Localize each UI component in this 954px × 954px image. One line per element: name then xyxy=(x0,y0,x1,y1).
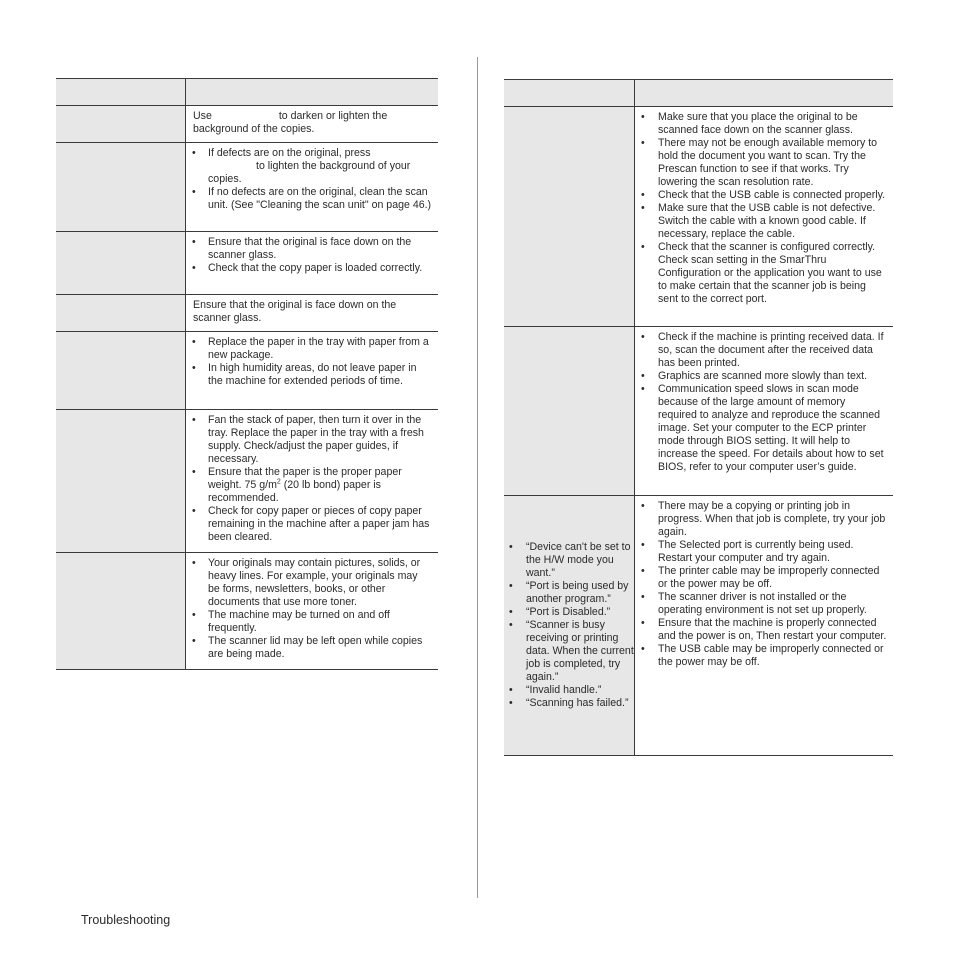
list-item-text: to lighten the background of your copies. xyxy=(208,160,411,185)
condition-cell xyxy=(504,496,635,756)
solution-text-part: Use xyxy=(193,110,212,122)
error-message: • “Scanner is busy receiving or printing data. When the current job is completed, try again.” xyxy=(509,619,634,684)
list-item: • The USB cable may be improperly connected or the power may be off. xyxy=(641,643,887,669)
list-item xyxy=(192,466,432,505)
solution-cell xyxy=(186,232,439,295)
list-item: • Make sure that you place the original to be scanned face down on the scanner glass. xyxy=(641,111,887,137)
solution-cell xyxy=(186,295,439,332)
solution-text: Ensure that the original is face down on the scanner glass. xyxy=(193,299,397,324)
list-item: • Graphics are scanned more slowly than text. xyxy=(641,370,887,383)
table-row xyxy=(56,143,438,232)
solution-list xyxy=(641,331,887,474)
list-item: • In high humidity areas, do not leave paper in the machine for extended periods of time. xyxy=(192,362,432,388)
table-row xyxy=(504,327,893,496)
solution-cell xyxy=(186,106,439,143)
list-item: • Make sure that the USB cable is not defective. Switch the cable with a known good cable. If necessary, replace the cable. xyxy=(641,202,887,241)
solution-cell xyxy=(635,496,894,756)
list-item: • Ensure that the machine is properly connected and the power is on, Then restart your computer. xyxy=(641,617,887,643)
condition-cell xyxy=(504,327,635,496)
table-header-row xyxy=(56,79,438,106)
solution-cell xyxy=(186,143,439,232)
solution-cell xyxy=(186,332,439,410)
error-message: • “Device can't be set to the H/W mode you want.” xyxy=(509,541,634,580)
condition-cell xyxy=(56,232,186,295)
solution-list xyxy=(192,414,432,544)
error-message: • “Port is Disabled.” xyxy=(509,606,634,619)
condition-cell xyxy=(56,143,186,232)
list-item: • Replace the paper in the tray with paper from a new package. xyxy=(192,336,432,362)
error-message: • “Scanning has failed.” xyxy=(509,697,634,710)
condition-cell xyxy=(56,410,186,553)
condition-cell xyxy=(56,332,186,410)
list-item: • The printer cable may be improperly connected or the power may be off. xyxy=(641,565,887,591)
list-item-text: (20 lb bond) paper is recommended. xyxy=(208,479,381,504)
solution-cell xyxy=(635,327,894,496)
table-row xyxy=(56,232,438,295)
table-row xyxy=(504,107,893,327)
table-row xyxy=(56,106,438,143)
list-item: • The scanner lid may be left open while copies are being made. xyxy=(192,635,432,661)
table-row xyxy=(56,553,438,670)
list-item: • Check for copy paper or pieces of copy paper remaining in the machine after a paper jam has been cleared. xyxy=(192,505,432,544)
table-row xyxy=(56,332,438,410)
solution-text xyxy=(192,110,432,136)
solution-cell xyxy=(635,107,894,327)
list-item: • The Selected port is currently being used. Restart your computer and try again. xyxy=(641,539,887,565)
scanning-troubleshooting-table xyxy=(504,79,893,756)
solution-list xyxy=(192,336,432,388)
list-item-text: If defects are on the original, press xyxy=(208,147,371,159)
list-item xyxy=(192,147,432,186)
solution-list xyxy=(192,147,432,212)
footer-section-title: Troubleshooting xyxy=(81,913,171,927)
list-item: • There may be a copying or printing job in progress. When that job is complete, try your job again. xyxy=(641,500,887,539)
list-item: • Ensure that the original is face down on the scanner glass. xyxy=(192,236,432,262)
list-item-text: Ensure that the paper is the proper paper weight. 75 g/m xyxy=(208,466,402,491)
list-item: • If no defects are on the original, clean the scan unit. (See "Cleaning the scan unit" on page 46.) xyxy=(192,186,432,212)
condition-cell xyxy=(504,107,635,327)
table-row xyxy=(56,295,438,332)
list-item: • The machine may be turned on and off frequently. xyxy=(192,609,432,635)
list-item: • Check that the copy paper is loaded correctly. xyxy=(192,262,432,275)
list-item: • The scanner driver is not installed or the operating environment is not set up properly. xyxy=(641,591,887,617)
error-message: • “Port is being used by another program.” xyxy=(509,580,634,606)
list-item: • There may not be enough available memory to hold the document you want to scan. Try the Prescan function to see if that works. Try lowering the scan resolution rate. xyxy=(641,137,887,189)
condition-cell xyxy=(56,106,186,143)
solution-list xyxy=(192,236,432,275)
column-divider xyxy=(477,57,478,898)
superscript: 2 xyxy=(276,478,281,486)
condition-cell xyxy=(56,553,186,670)
list-item: • Check if the machine is printing received data. If so, scan the document after the received data has been printed. xyxy=(641,331,887,370)
copy-troubleshooting-table xyxy=(56,78,438,670)
solution-list xyxy=(192,557,432,661)
list-item: • Check that the USB cable is connected properly. xyxy=(641,189,887,202)
error-message-list xyxy=(504,541,634,710)
list-item: • Communication speed slows in scan mode because of the large amount of memory required to analyze and reproduce the scanned image. Set your computer to the ECP printer mode through BIOS setting. It will help to increase the speed. For details about how to set BIOS, refer to your computer user’s guide. xyxy=(641,383,887,474)
list-item: • Your originals may contain pictures, solids, or heavy lines. For example, your originals may be forms, newsletters, books, or other documents that use more toner. xyxy=(192,557,432,609)
condition-cell xyxy=(56,295,186,332)
list-item: • Fan the stack of paper, then turn it over in the tray. Replace the paper in the tray with a fresh supply. Check/adjust the paper guides, if necessary. xyxy=(192,414,432,466)
header-condition-cell xyxy=(56,79,186,106)
solution-cell xyxy=(186,410,439,553)
error-message: • “Invalid handle.” xyxy=(509,684,634,697)
header-condition-cell xyxy=(504,80,635,107)
solution-cell xyxy=(186,553,439,670)
solution-list xyxy=(641,500,887,669)
header-solution-cell xyxy=(635,80,894,107)
table-row xyxy=(56,410,438,553)
solution-text-part: to darken or lighten the background of the copies. xyxy=(193,110,388,135)
header-solution-cell xyxy=(186,79,439,106)
table-header-row xyxy=(504,80,893,107)
list-item: • Check that the scanner is configured correctly. Check scan setting in the SmarThru Configuration or the application you want to use to make certain that the scanner job is being sent to the correct port. xyxy=(641,241,887,306)
solution-list xyxy=(641,111,887,306)
table-row xyxy=(504,496,893,756)
